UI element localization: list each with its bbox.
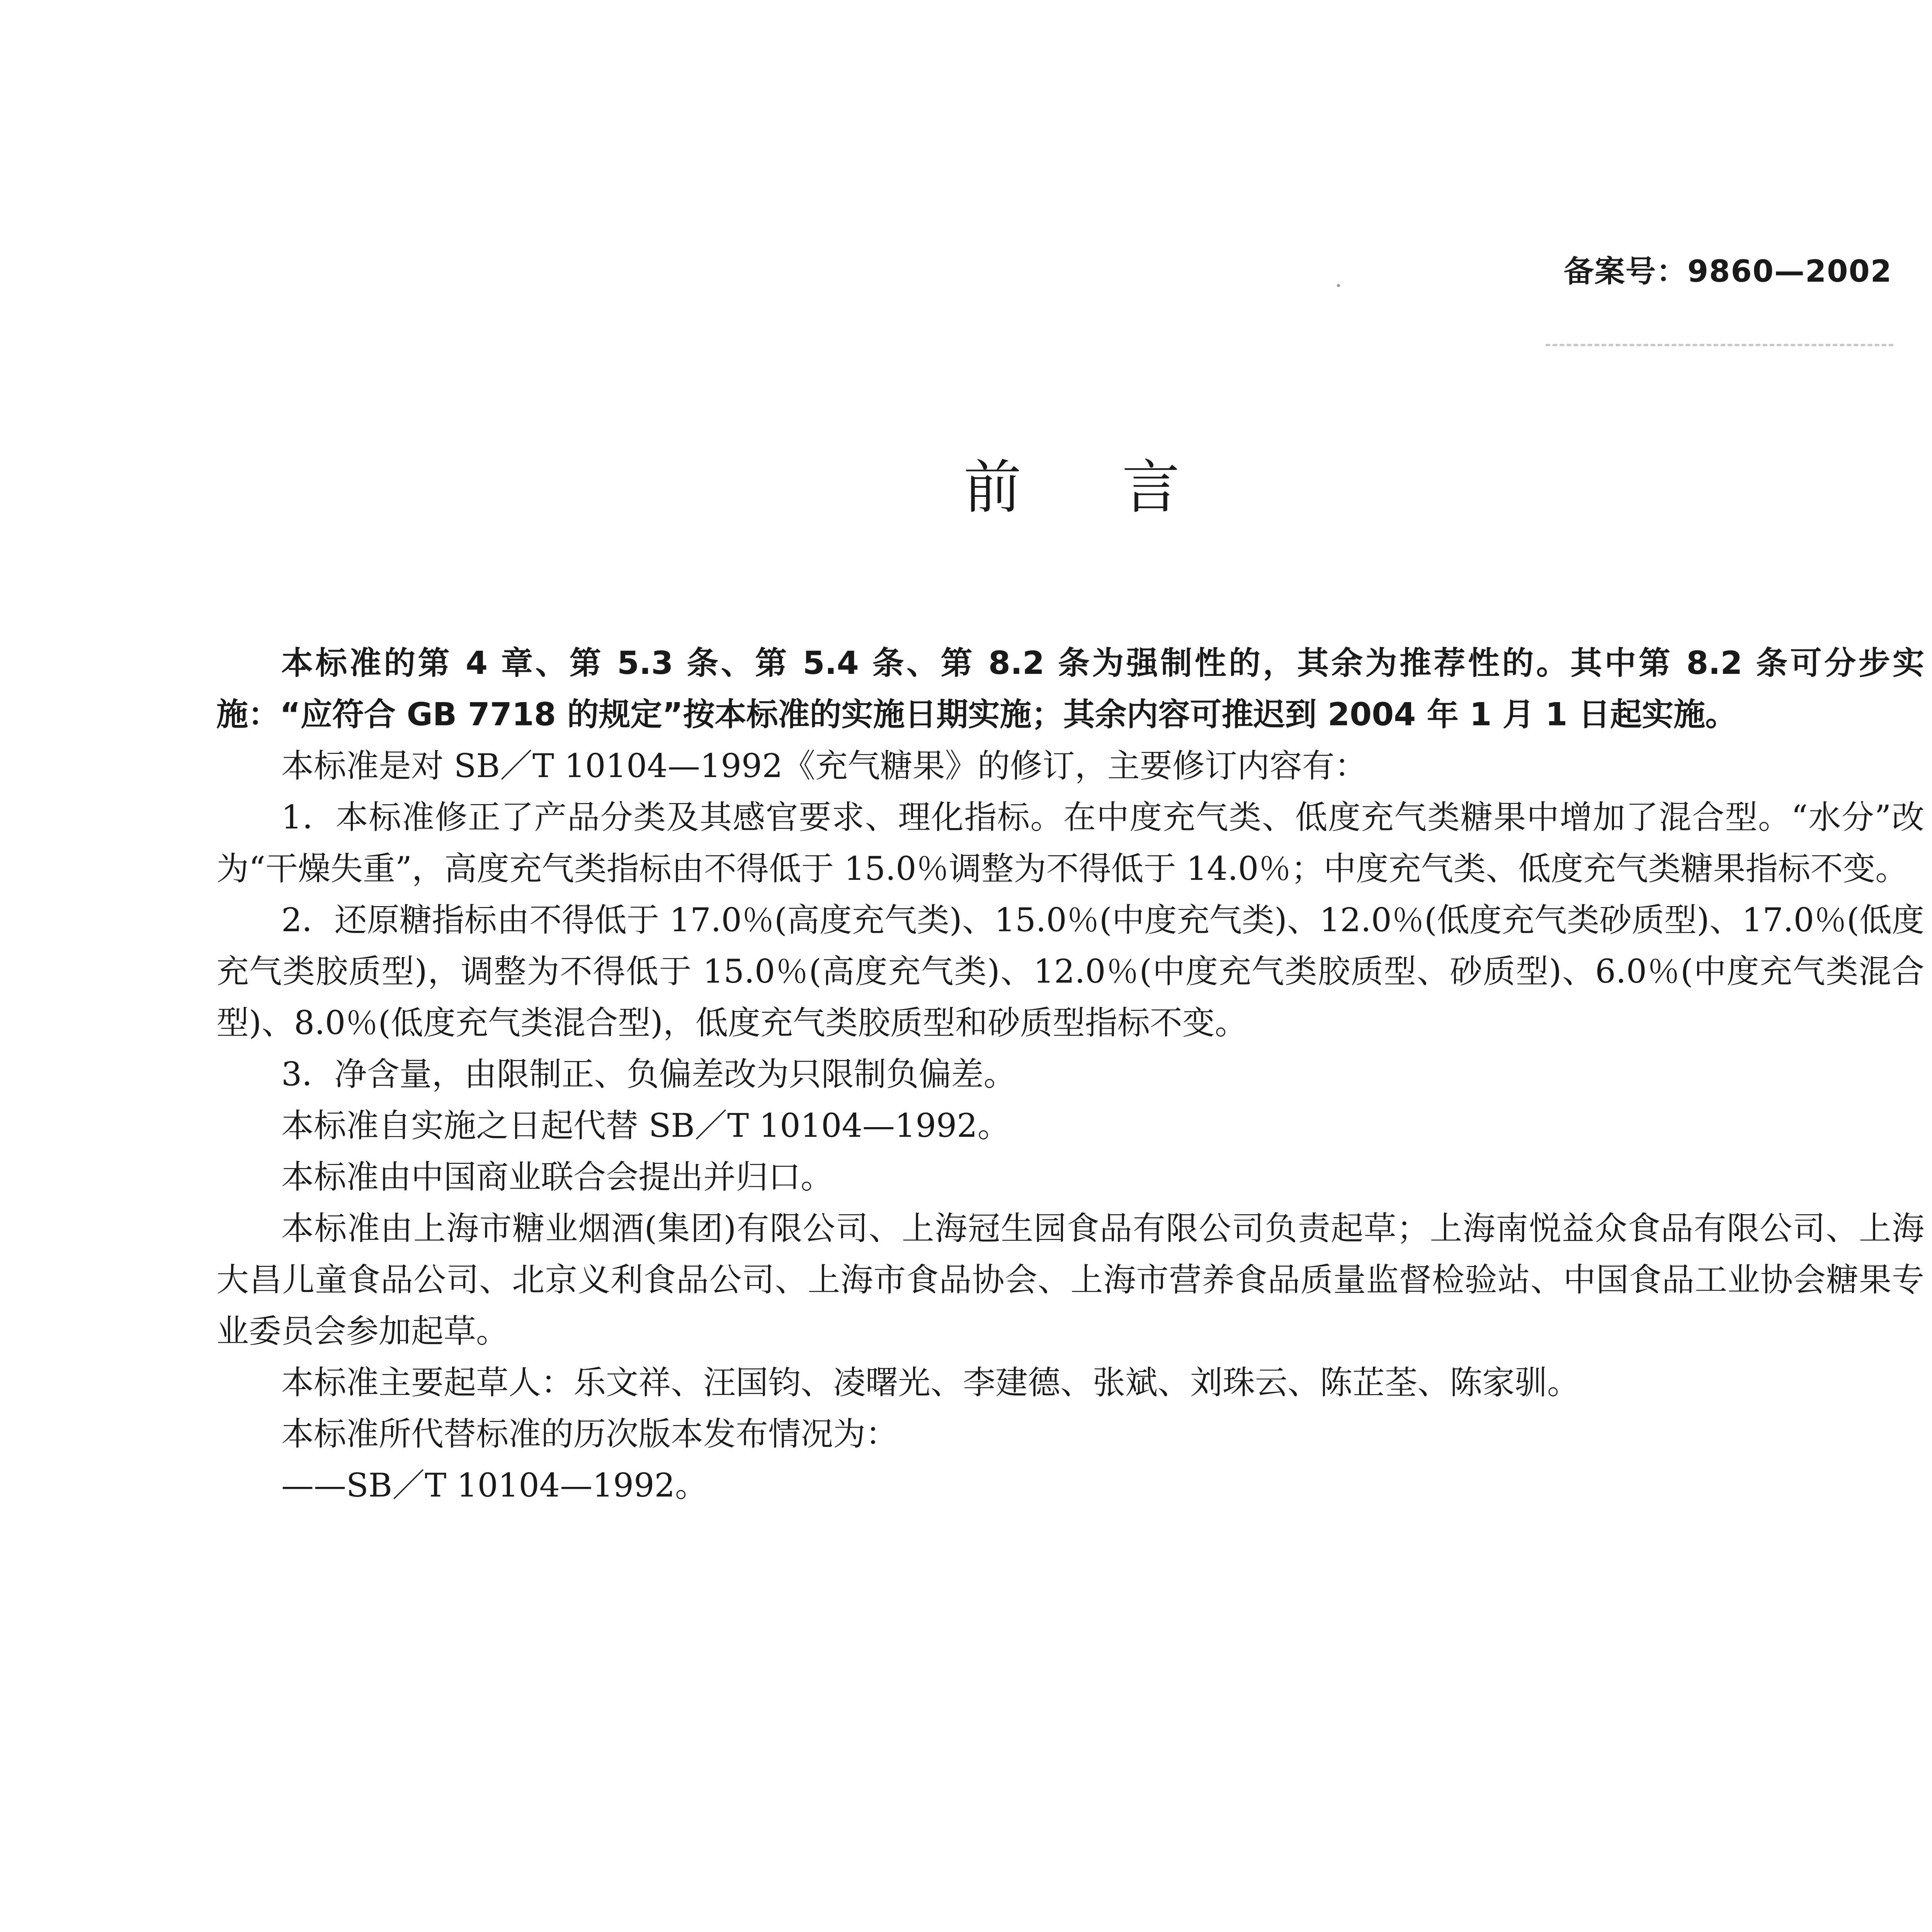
paragraph-version-history-intro: 本标准所代替标准的历次版本发布情况为： (281, 1415, 898, 1453)
paragraph-revision-intro: 本标准是对 SB／T 10104—1992《充气糖果》的修订，主要修订内容有： (281, 747, 1367, 785)
scan-speck (1337, 284, 1340, 287)
document-body (216, 638, 1924, 1511)
paragraph-revision-item-2: 2．还原糖指标由不得低于 17.0％(高度充气类)、15.0％(中度充气类)、12.0％(低度充气类砂质型)、17.0％(低度充气类胶质型)，调整为不得低于 15.0％(高度充气类)、12.0％(中度充气类胶质型、砂质型)、6.0％(中度充气类混合型)、8.0％(低度充气类混合型)，低度充气类胶质型和砂质型指标不变。 (216, 901, 1925, 1042)
paragraph-drafters: 本标准主要起草人：乐文祥、汪国钧、凌曙光、李建德、张斌、刘珠云、陈芷荃、陈家驯。 (281, 1364, 1580, 1401)
paragraph-replaces: 本标准自实施之日起代替 SB／T 10104—1992。 (281, 1107, 1010, 1145)
paragraph-mandatory-clauses: 本标准的第 4 章、第 5.3 条、第 5.4 条、第 8.2 条为强制性的，其余为推荐性的。其中第 8.2 条可分步实施：“应符合 GB 7718 的规定”按本标准的实施日期实施；其余内容可推迟到 2004 年 1 月 1 日起实施。 (216, 645, 1924, 733)
paragraph-revision-item-1: 1．本标准修正了产品分类及其感官要求、理化指标。在中度充气类、低度充气类糖果中增加了混合型。“水分”改为“干燥失重”，高度充气类指标由不得低于 15.0％调整为不得低于 14.0％；中度充气类、低度充气类糖果指标不变。 (216, 798, 1924, 888)
paragraph-proposed-by: 本标准由中国商业联合会提出并归口。 (281, 1158, 833, 1196)
header-divider (1546, 344, 1893, 346)
filing-number: 备案号：9860—2002 (1563, 254, 1892, 289)
paragraph-version-history-item: ——SB／T 10104—1992。 (281, 1466, 707, 1504)
paragraph-drafting-organizations: 本标准由上海市糖业烟酒(集团)有限公司、上海冠生园食品有限公司负责起草；上海南悦益众食品有限公司、上海大昌儿童食品公司、北京义利食品公司、上海市食品协会、上海市营养食品质量监督检验站、中国食品工业协会糖果专业委员会参加起草。 (216, 1209, 1924, 1350)
page-title: 前言 (963, 454, 1281, 521)
paragraph-revision-item-3: 3．净含量，由限制正、负偏差改为只限制负偏差。 (281, 1055, 1016, 1093)
